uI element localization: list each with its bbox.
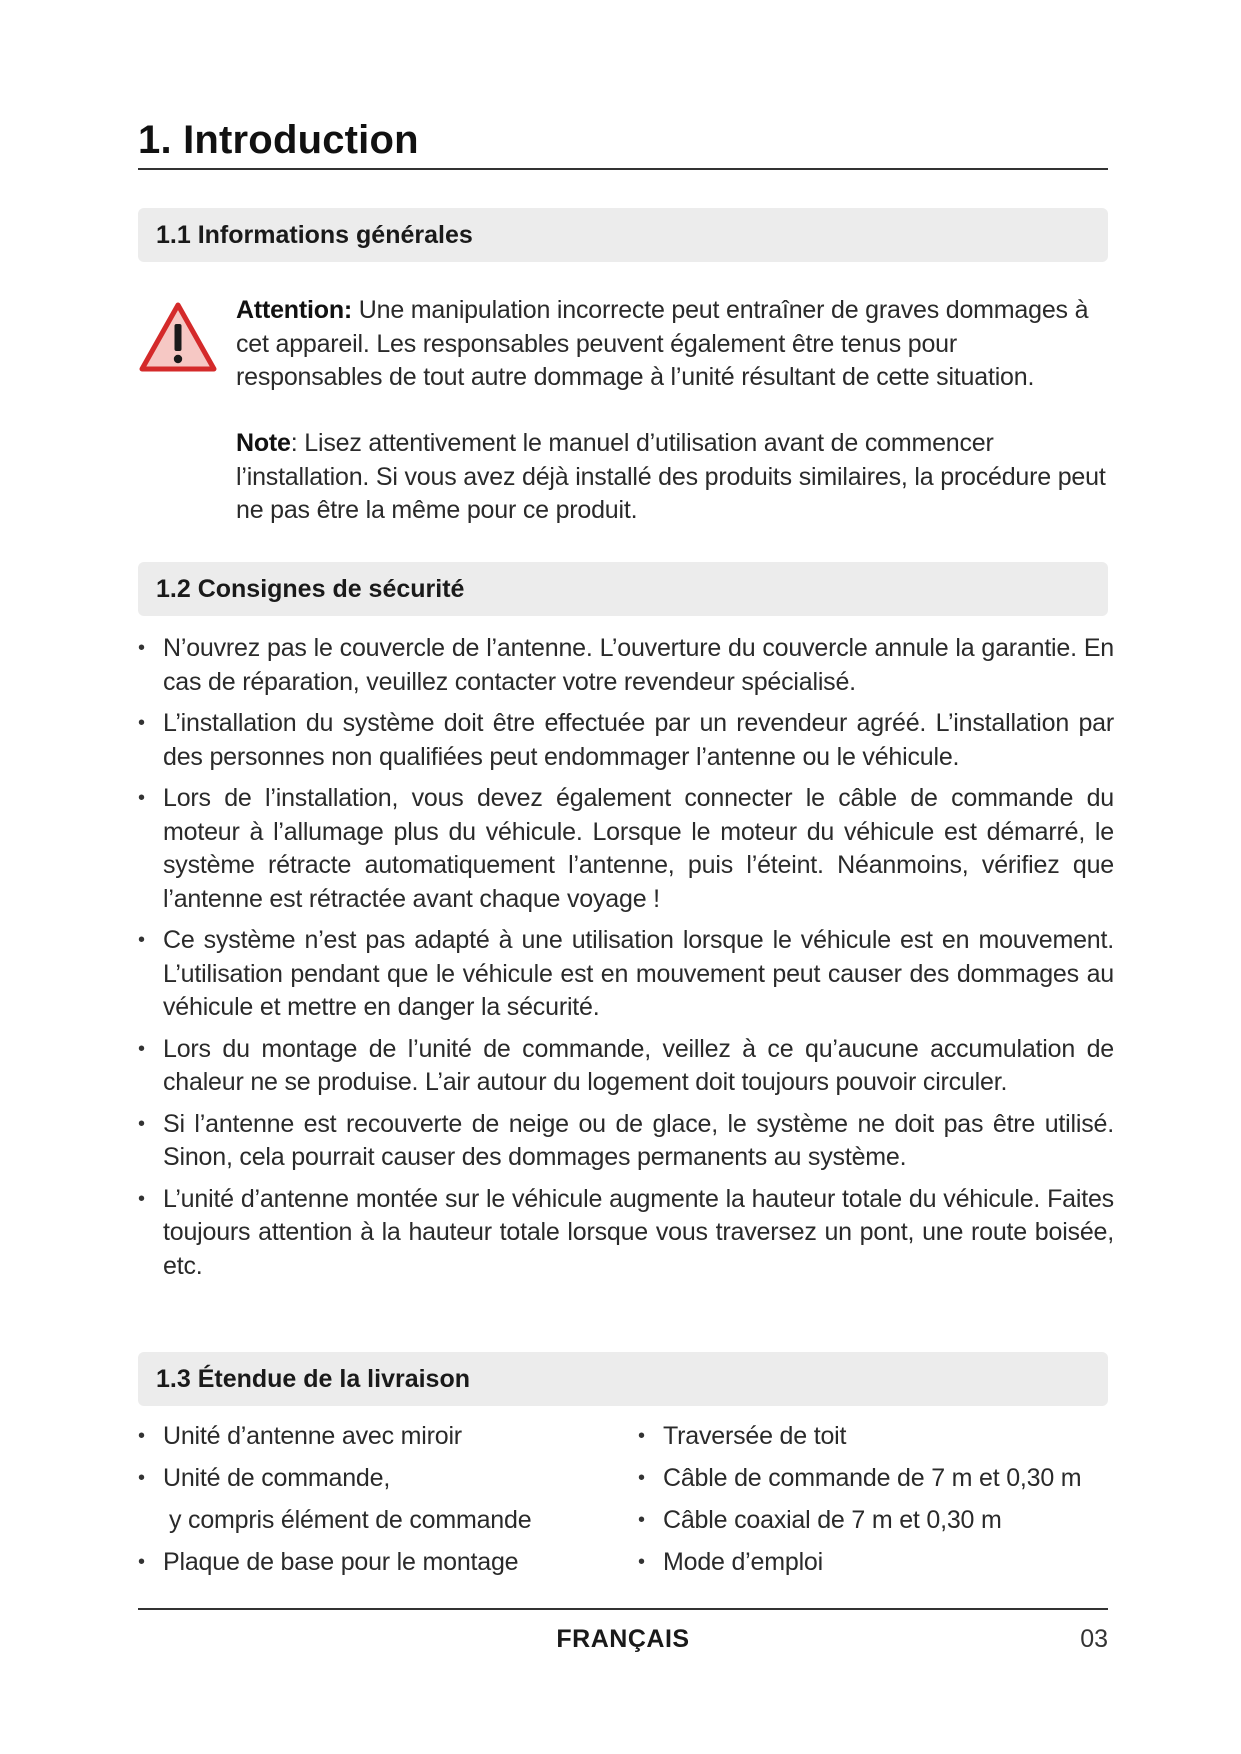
attention-paragraph xyxy=(236,294,1108,395)
note-text: : Lisez attentivement le manuel d’utilisation avant de commencer l’installation. Si vous avez déjà installé des produits similaires, la procédure peut ne pas être la même pour ce produit. xyxy=(236,429,1106,524)
attention-label: Attention: xyxy=(236,296,353,324)
delivery-list-right xyxy=(638,1415,1081,1583)
section-header-safety xyxy=(138,562,1108,616)
list-item: • Si l’antenne est recouverte de neige ou de glace, le système ne doit pas être utilisé. Sinon, cela pourrait causer des dommages permanents au système. xyxy=(138,1108,1114,1175)
warning-triangle-icon xyxy=(138,300,218,374)
list-item: • Câble de commande de 7 m et 0,30 m xyxy=(638,1457,1081,1499)
list-item: • Ce système n’est pas adapté à une utilisation lorsque le véhicule est en mouvement. L’utilisation pendant que le véhicule est en mouvement peut causer des dommages au véhicule et mettre en danger la sécurité. xyxy=(138,924,1114,1025)
section-header-delivery xyxy=(138,1352,1108,1406)
list-item: • Lors de l’installation, vous devez également connecter le câble de commande du moteur à l’allumage plus du véhicule. Lorsque le moteur du véhicule est démarré, le système rétracte automatiquement l’antenne, puis l’éteint. Néanmoins, vérifiez que l’antenne est rétractée avant chaque voyage ! xyxy=(138,782,1114,916)
list-item: • Plaque de base pour le montage xyxy=(138,1541,531,1583)
list-item: • N’ouvrez pas le couvercle de l’antenne. L’ouverture du couvercle annule la garantie. En cas de réparation, veuillez contacter votre revendeur spécialisé. xyxy=(138,632,1114,699)
list-item: • Câble coaxial de 7 m et 0,30 m xyxy=(638,1499,1081,1541)
title-rule xyxy=(138,168,1108,170)
list-item: • Unité d’antenne avec miroir xyxy=(138,1415,531,1457)
section-title-general: 1.1 Informations générales xyxy=(156,220,473,249)
list-item-continuation: y compris élément de commande xyxy=(169,1506,532,1534)
list-item: • Traversée de toit xyxy=(638,1415,1081,1457)
list-item: • Lors du montage de l’unité de commande, veillez à ce qu’aucune accumulation de chaleur ne se produise. L’air autour du logement doit toujours pouvoir circuler. xyxy=(138,1033,1114,1100)
delivery-list-left xyxy=(138,1415,531,1583)
safety-list xyxy=(138,632,1114,1291)
section-title-safety: 1.2 Consignes de sécurité xyxy=(156,574,465,603)
note-paragraph xyxy=(236,427,1108,528)
section-title-delivery: 1.3 Étendue de la livraison xyxy=(156,1364,471,1393)
list-item: • Mode d’emploi xyxy=(638,1541,1081,1583)
document-page xyxy=(138,0,1114,1754)
section-header-general xyxy=(138,208,1108,262)
note-label: Note xyxy=(236,429,291,457)
attention-text: Une manipulation incorrecte peut entraîner de graves dommages à cet appareil. Les responsables peuvent également être tenus pour responsables de tout autre dommage à l’unité résultant de cette situation. xyxy=(236,296,1089,391)
page-title: 1. Introduction xyxy=(138,118,419,162)
list-item: • Unité de commande, xyxy=(138,1457,531,1499)
page-number: 03 xyxy=(1080,1625,1108,1653)
list-item: • L’unité d’antenne montée sur le véhicule augmente la hauteur totale du véhicule. Faites toujours attention à la hauteur totale lorsque vous traversez un pont, une route boisée, etc. xyxy=(138,1183,1114,1284)
footer-rule xyxy=(138,1608,1108,1610)
list-item: • L’installation du système doit être effectuée par un revendeur agréé. L’installation par des personnes non qualifiées peut endommager l’antenne ou le véhicule. xyxy=(138,707,1114,774)
footer-language: FRANÇAIS xyxy=(556,1625,690,1653)
